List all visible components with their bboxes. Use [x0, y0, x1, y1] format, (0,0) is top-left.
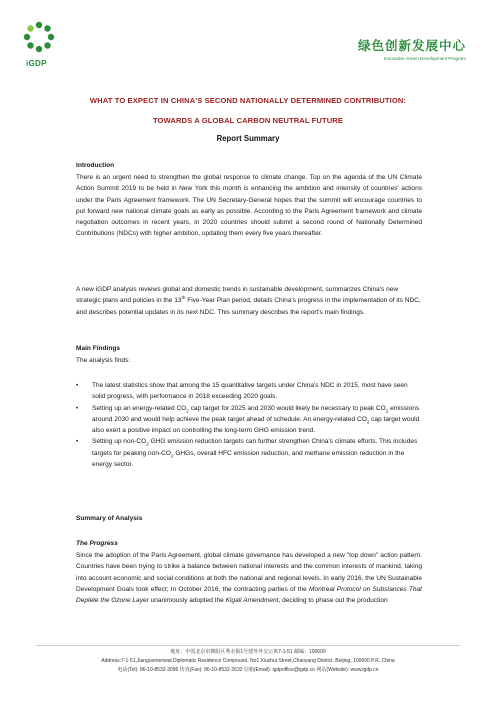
main-findings-lead: The analysis finds:	[76, 357, 131, 364]
introduction-paragraph-2: A new iGDP analysis reviews global and domestic trends in sustainable development, summarizes China's new strategic plans and policies in the 13th Five-Year Plan period, details China's progress in the implementation of its NDC, and describes potential updates in its next NDC. This summary describes the report's main findings.	[76, 286, 421, 316]
finding-item: • Setting up an energy-related $CO_2$ cap target for 2025 and 2030 would likely be necessary to peak $CO_2$ emissions around 2030 and would help achieve the peak target ahead of schedule. An energy-related $CO_2$ cap target would also exert a positive impact on controlling the long-term GHG emission trend.	[76, 404, 420, 435]
footer-contact: 电话(Tel): 86-10-8532-3096 传真(Fax): 86-10-8532-2632 信箱(Email): igdpoffice@igdp.cn 网站(Website): www.igdp.cn	[117, 666, 379, 673]
footer	[0, 648, 496, 674]
org-name-en: Innovative Green Development Program	[383, 56, 466, 61]
progress-paragraph: Since the adoption of the Paris Agreement, global climate governance has developed a new "top down" action pattern. Countries have been trying to strike a balance between national interests and the common interests of mankind, taking into account economic and social conditions at both the national and regional levels. In early 2016, the UN Sustainable Development Goals took effect; In October 2016, the contracting parties of the Montreal Protocol on Substances That Deplete the Ozone Layer unanimously adopted the Kigali Amendment, deciding to phase out the production	[76, 552, 423, 605]
finding-item: • Setting up non-$CO_2$ GHG emission reduction targets can further strengthen China's climate efforts. This includes targets for peaking non-$CO_2$ GHGs, overall HFC emission reduction, and methane emission reduction in the energy sector.	[76, 438, 418, 469]
introduction-heading: Introduction	[76, 162, 115, 169]
footer-divider	[36, 645, 460, 646]
bullet-icon: •	[76, 404, 79, 412]
footer-address-en: Address:7-1-51,Jianguomenwai Diplomatic Residence Compound, No1 Xiushui Street,Chaoyang District, Beijing, 100600 P.R. China	[101, 657, 395, 664]
introduction-paragraph-1: There is an urgent need to strengthen the global response to climate change. Top on the agenda of the UN Climate Action Summit 2019 to be held in New York this month is enhancing the ambition and intensity of countries' actions under the Paris Agreement framework. The UN Secretary-General hopes that the summit will encourage countries to put forward new national climate goals as early as possible. According to the Paris Agreement framework and climate negotiation outcomes in recent years, in 2020 countries should submit a second round of Nationally Determined Contributions (NDCs) with higher ambition, updating them every five years thereafter.	[76, 174, 422, 238]
summary-heading: Summary of Analysis	[76, 515, 143, 522]
org-branding	[358, 36, 466, 61]
footer-address-cn: 地址：中国北京市朝阳区秀水街1号建外外交公寓7-1-51 邮编：100600	[170, 649, 326, 655]
progress-heading: The Progress	[76, 540, 118, 547]
report-title-line-1: WHAT TO EXPECT IN CHINA'S SECOND NATIONALLY DETERMINED CONTRIBUTION:	[89, 96, 407, 105]
report-title-line-2: TOWARDS A GLOBAL CARBON NEUTRAL FUTURE	[152, 116, 344, 125]
logo-text: iGDP	[26, 59, 47, 68]
bullet-icon: •	[76, 438, 79, 446]
report-subtitle: Report Summary	[216, 134, 280, 143]
bullet-icon: •	[76, 382, 79, 389]
org-name-cn: 绿色创新发展中心	[357, 39, 466, 53]
finding-item: • The latest statistics show that among the 15 quantitative targets under China's NDC in 2015, most have seen solid progress, with performance in 2018 exceeding 2020 goals.	[76, 382, 408, 401]
findings-list	[76, 380, 422, 470]
main-findings-heading: Main Findings	[76, 345, 121, 352]
